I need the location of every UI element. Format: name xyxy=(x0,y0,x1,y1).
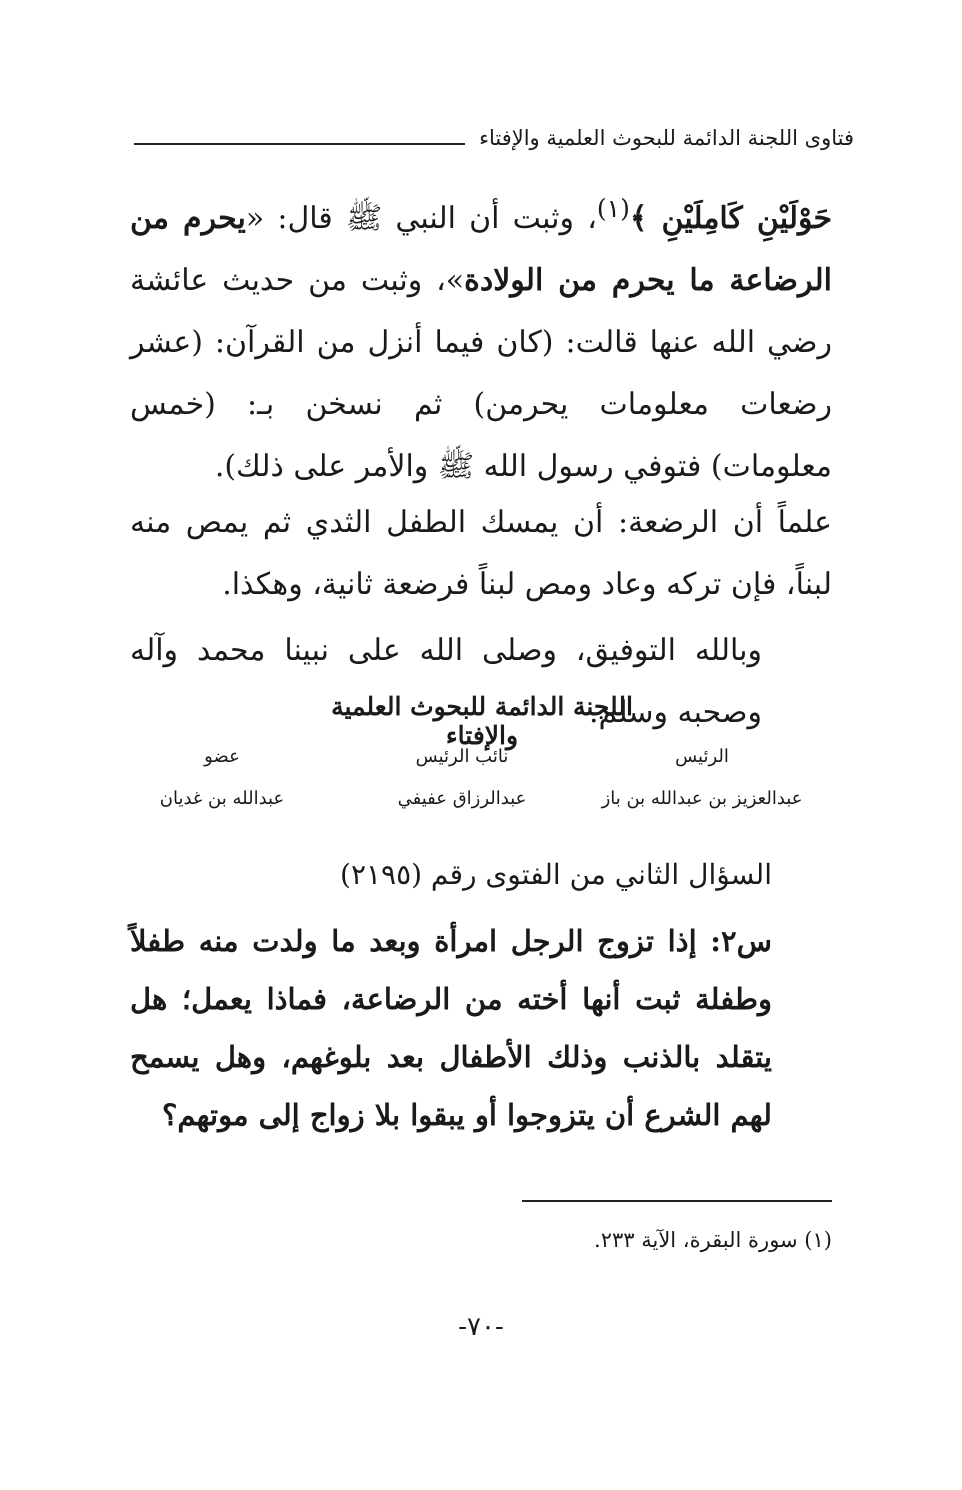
question-body xyxy=(130,912,772,1144)
footnote-reference: (١) xyxy=(596,194,630,223)
fatwa-paragraph xyxy=(130,178,832,498)
definition-paragraph: علماً أن الرضعة: أن يمسك الطفل الثدي ثم يمص منه لبناً، فإن تركه وعاد ومص لبناً فرضعة ثانية، وهكذا. xyxy=(130,505,832,602)
signature-roles xyxy=(112,746,812,767)
quran-ayah: حَوْلَيْنِ كَامِلَيْنِ ﴾ xyxy=(629,201,832,236)
page-number: -٧٠- xyxy=(458,1312,504,1342)
paragraph-text: ، وثبت أن النبي ﷺ قال: « xyxy=(245,201,597,236)
role-vice-president: نائب الرئيس xyxy=(415,746,509,767)
footnote: (١) سورة البقرة، الآية ٢٣٣. xyxy=(594,1228,832,1252)
header-rule xyxy=(134,143,465,145)
question-text: : إذا تزوج الرجل امرأة وبعد ما ولدت منه طفلاً وطفلة ثبت أنها أخته من الرضاعة، فماذا يعمل؛ هل يتقلد بالذنب وذلك الأطفال بعد بلوغهم، وهل يسمح لهم الشرع أن يتزوجوا أو يبقوا بلا زواج إلى موتهم؟ xyxy=(130,924,772,1132)
footnote-rule xyxy=(522,1200,832,1202)
closing-paragraph: وبالله التوفيق، وصلى الله على نبينا محمد وآله وصحبه وسلم. xyxy=(130,633,762,730)
role-president: الرئيس xyxy=(675,746,729,767)
header-title: فتاوى اللجنة الدائمة للبحوث العلمية والإفتاء xyxy=(479,126,854,150)
signature-names xyxy=(112,788,812,809)
name-president: عبدالعزيز بن عبدالله بن باز xyxy=(601,788,803,809)
running-header xyxy=(134,118,854,158)
paragraph-text-continued: »، وثبت من حديث عائشة رضي الله عنها قالت: (كان فيما أنزل من القرآن: (عشر رضعات معلومات يحرمن) ثم نسخن بـ: (خمس معلومات) فتوفي رسول الله ﷺ والأمر على ذلك). xyxy=(130,263,832,484)
name-member: عبدالله بن غديان xyxy=(159,788,285,809)
committee-title: اللجنة الدائمة للبحوث العلمية والإفتاء xyxy=(331,692,633,750)
hadith-text: يحرم من الرضاعة ما يحرم من الولادة xyxy=(130,201,832,298)
name-vice-president: عبدالرزاق عفيفي xyxy=(397,788,527,809)
role-member: عضو xyxy=(204,746,240,767)
question-label: س٢ xyxy=(721,924,772,958)
question-heading: السؤال الثاني من الفتوى رقم (٢١٩٥) xyxy=(340,858,772,891)
